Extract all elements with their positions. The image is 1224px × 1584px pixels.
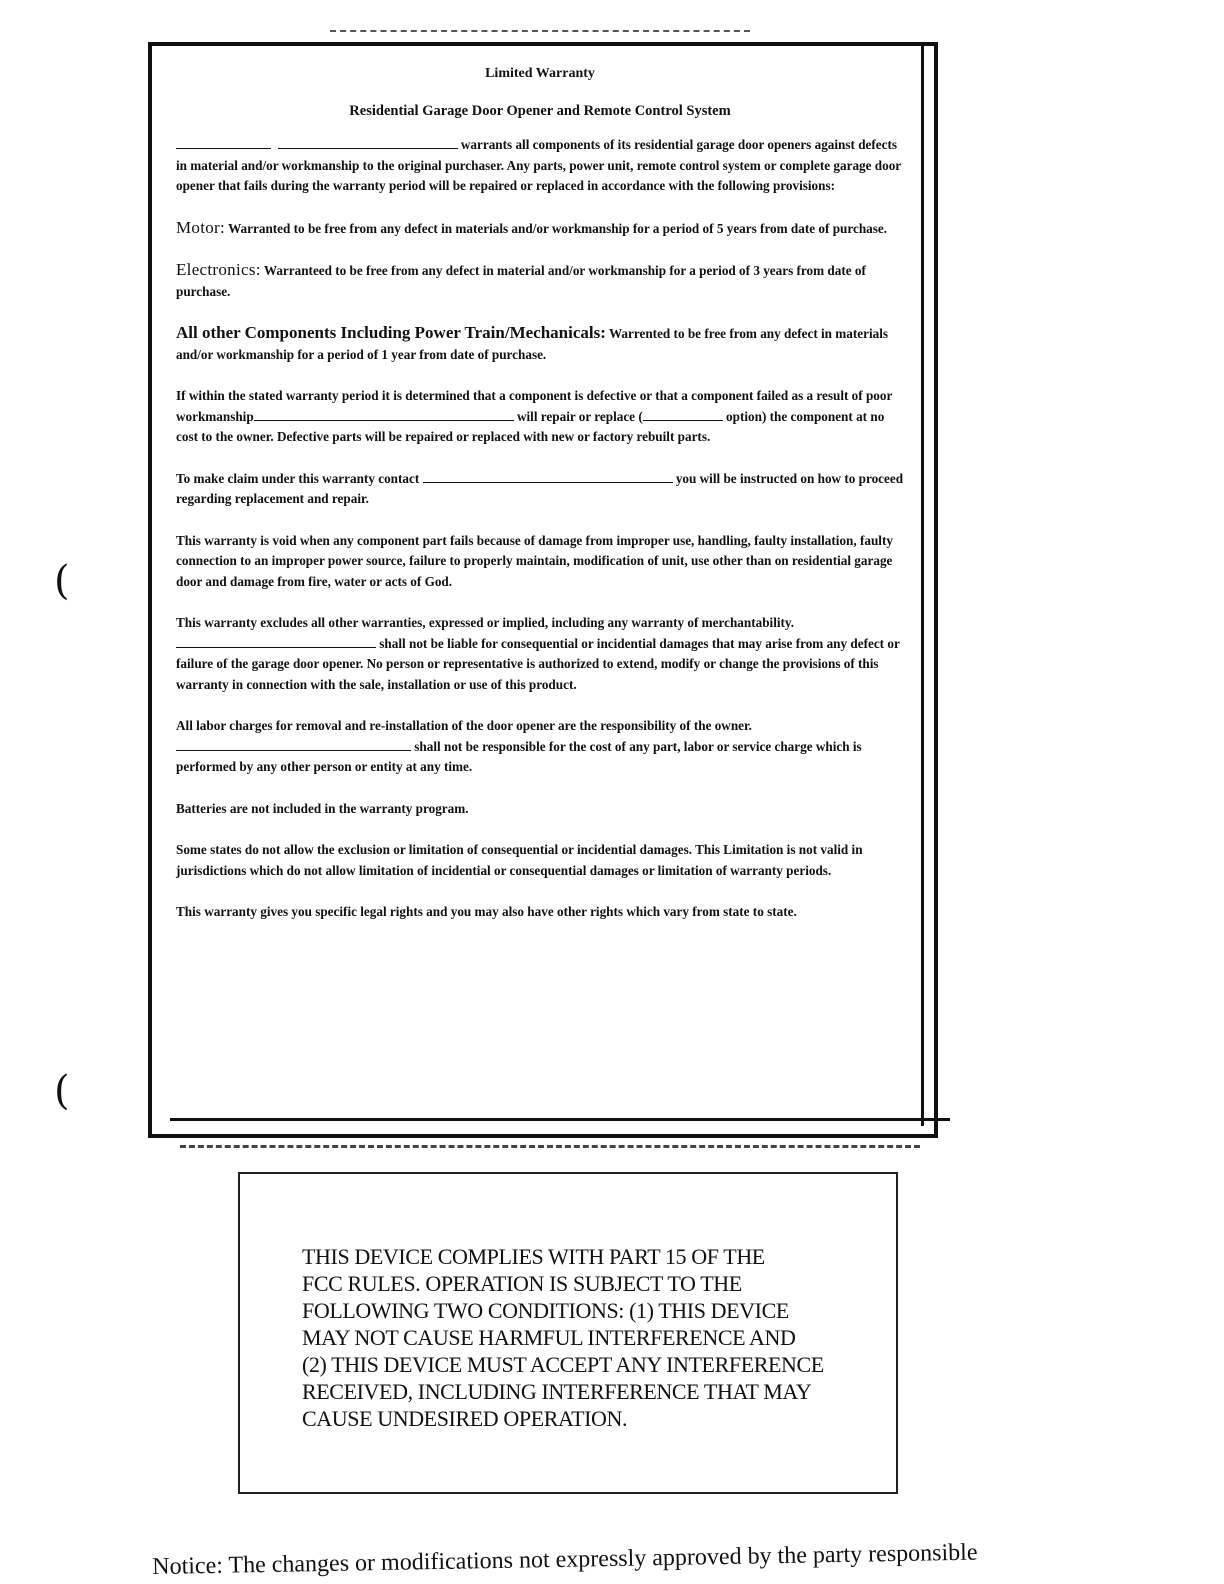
void-paragraph: This warranty is void when any component part fails because of damage from improper use, handling, faulty installation, faulty connection to an improper power source, failure to properly maintain, modification of unit, use other than on residential garage door and damage from fire, water or acts of God. xyxy=(176,532,893,589)
blank-field xyxy=(423,470,673,483)
warranty-title: Limited Warranty xyxy=(485,66,595,81)
scan-artifact-top xyxy=(330,30,750,32)
fcc-line: THIS DEVICE COMPLIES WITH PART 15 OF THE xyxy=(302,1244,765,1269)
defect-text-2: will repair or replace ( xyxy=(516,408,643,424)
excludes-text-1: This warranty excludes all other warranties, expressed or implied, including any warranty of merchantability. xyxy=(176,615,795,630)
intro-text: warrants all components of its residential garage door openers against defects in material and/or workmanship to the original purchaser. Any parts, power unit, remote control system or complete garage door opener that fails during the warranty period will be repaired or replaced in accordance with the following provisions: xyxy=(176,137,901,193)
warranty-intro xyxy=(176,135,904,197)
margin-mark: ( xyxy=(54,1068,70,1114)
other-components-text: Warrented to be free from any defect in materials and/or workmanship for a period of 1 year from date of purchase. xyxy=(176,326,889,362)
scan-artifact-bottom xyxy=(180,1145,920,1148)
electronics-section xyxy=(176,260,904,302)
other-components-heading: All other Components Including Power Train/Mechanicals: xyxy=(176,323,606,342)
blank-field xyxy=(176,635,376,648)
blank-field xyxy=(643,408,723,421)
claim-text-1: To make claim under this warranty contact xyxy=(176,470,420,486)
claim-text-2: you will be instructed on how to proceed regarding replacement and repair. xyxy=(176,470,904,506)
defect-text-1: If within the stated warranty period it is determined that a component is defective or that a component failed as a result of poor workmanship xyxy=(176,388,893,424)
fcc-statement xyxy=(302,1243,892,1432)
labor-text-1: All labor charges for removal and re-installation of the door opener are the responsibility of the owner. xyxy=(176,718,752,733)
labor-paragraph xyxy=(176,716,904,778)
warranty-subtitle: Residential Garage Door Opener and Remote Control System xyxy=(349,102,731,119)
motor-heading: Motor: xyxy=(176,217,226,237)
electronics-heading: Electronics: xyxy=(176,260,261,279)
other-components-section xyxy=(176,323,904,365)
rights-paragraph: This warranty gives you specific legal rights and you may also have other rights which vary from state to state. xyxy=(176,904,797,919)
warranty-content xyxy=(176,64,904,944)
defect-text-3: option) the component at no cost to the owner. Defective parts will be repaired or replaced with new or factory rebuilt parts. xyxy=(176,408,885,444)
excludes-paragraph xyxy=(176,613,904,695)
blank-field xyxy=(176,738,411,751)
fcc-line: (2) THIS DEVICE MUST ACCEPT ANY INTERFERENCE xyxy=(302,1352,824,1377)
states-paragraph: Some states do not allow the exclusion or limitation of consequential or incidential damages. This Limitation is not valid in jurisdictions which do not allow limitation of incidential or consequential damages or limitation of warranty periods. xyxy=(176,842,863,878)
labor-text-2: shall not be responsible for the cost of any part, labor or service charge which is performed by any other person or entity at any time. xyxy=(176,738,862,774)
electronics-text: Warranteed to be free from any defect in material and/or workmanship for a period of 3 years from date of purchase. xyxy=(176,263,866,299)
fcc-line: CAUSE UNDESIRED OPERATION. xyxy=(302,1406,628,1431)
batteries-paragraph: Batteries are not included in the warranty program. xyxy=(176,800,469,816)
defect-paragraph xyxy=(176,386,904,448)
fcc-line: FCC RULES. OPERATION IS SUBJECT TO THE xyxy=(302,1271,742,1296)
blank-field xyxy=(278,136,458,149)
warranty-frame-inner-line xyxy=(170,1118,950,1121)
margin-mark: ( xyxy=(54,558,70,604)
blank-field xyxy=(176,136,271,149)
excludes-text-2: shall not be liable for consequential or incidential damages that may arise from any defect or failure of the garage door opener. No person or representative is authorized to extend, modify or change the provisions of this warranty in connection with the sale, installation or use of this product. xyxy=(176,635,900,692)
claim-paragraph xyxy=(176,469,904,510)
fcc-line: FOLLOWING TWO CONDITIONS: (1) THIS DEVICE xyxy=(302,1298,789,1323)
fcc-line: MAY NOT CAUSE HARMFUL INTERFERENCE AND xyxy=(302,1325,796,1350)
blank-field xyxy=(254,408,514,421)
fcc-line: RECEIVED, INCLUDING INTERFERENCE THAT MAY xyxy=(302,1379,812,1404)
modification-notice: Notice: The changes or modifications not expressly approved by the party responsible xyxy=(152,1539,978,1580)
motor-section xyxy=(176,218,904,240)
motor-text: Warranted to be free from any defect in materials and/or workmanship for a period of 5 years from date of purchase. xyxy=(228,220,888,236)
